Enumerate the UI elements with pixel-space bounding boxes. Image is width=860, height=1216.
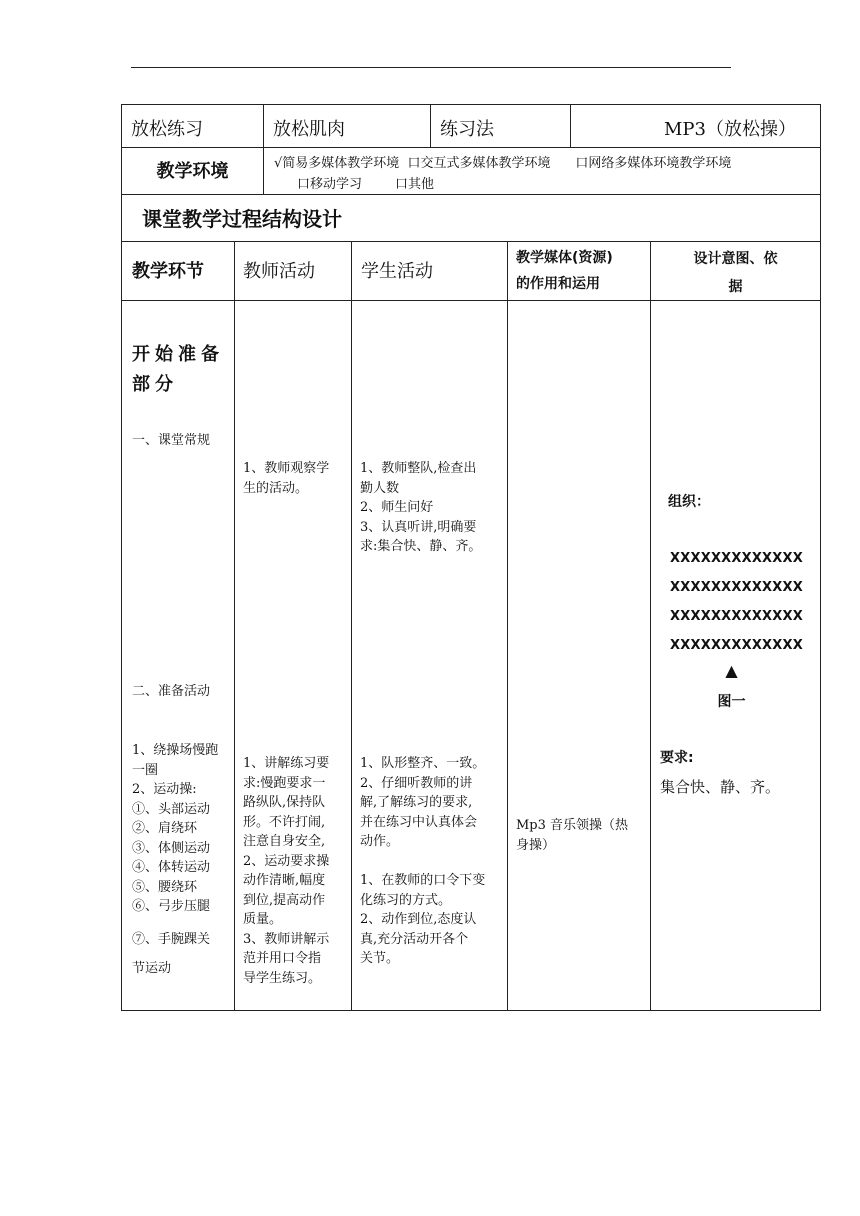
body-teacher-cell <box>234 300 352 1011</box>
requirements-text: 集合快、静、齐。 <box>660 778 781 796</box>
cell-media: MP3（放松操） <box>570 104 821 148</box>
cell-method: 练习法 <box>430 104 571 148</box>
section-title: 课堂教学过程结构设计 <box>121 194 821 242</box>
phase-title: 开始准备 部分 <box>132 344 224 395</box>
cell-exercise-name: 放松练习 <box>121 104 264 148</box>
warmup-list-last: ⑦、手腕踝关 节运动 <box>132 932 211 976</box>
routine-label: 一、课堂常规 <box>132 433 211 448</box>
col-header-student: 学生活动 <box>351 241 508 301</box>
env-options-line2: 口移动学习 口其他 <box>297 177 435 192</box>
student-activity-1: 1、教师整队,检查出 勤人数 2、师生问好 3、认真听讲,明确要 求:集合快、静、齐。 <box>360 461 482 554</box>
media-usage: Mp3 音乐领操（热 身操） <box>516 818 629 853</box>
figure-label: 图一 <box>717 694 746 710</box>
formation-diagram <box>651 544 822 660</box>
env-options-line1: √简易多媒体教学环境 口交互式多媒体教学环境 口网络多媒体环境教学环境 <box>274 156 732 171</box>
body-phase-cell <box>121 300 235 1011</box>
formation-row: XXXXXXXXXXXXX <box>670 638 803 653</box>
col-header-design: 设计意图、依 据 <box>650 241 821 301</box>
body-design-cell <box>650 300 821 1011</box>
formation-row: XXXXXXXXXXXXX <box>670 551 803 566</box>
col-header-phase: 教学环节 <box>121 241 235 301</box>
organization-label: 组织： <box>668 494 710 510</box>
teacher-activity-1: 1、教师观察学 生的活动。 <box>243 461 330 496</box>
requirements-label: 要求: <box>660 750 694 766</box>
student-activity-2: 1、队形整齐、一致。 2、仔细听教师的讲 解,了解练习的要求, 并在练习中认真体会 动作。 1、在教师的口令下变 化练习的方式。 2、动作到位,态度认 真,充分活动开各个 关节。 <box>360 756 486 966</box>
teacher-activity-2: 1、讲解练习要 求:慢跑要求一 路纵队,保持队 形。不许打闹, 注意自身安全, 2、运动要求操 动作清晰,幅度 到位,提高动作 质量。 3、教师讲解示 范并用口令指 导学生练习。 <box>243 756 330 986</box>
warmup-list: 1、绕操场慢跑 一圈 2、运动操: ①、头部运动 ②、肩绕环 ③、体侧运动 ④、体转运动 ⑤、腰绕环 ⑥、弓步压腿 <box>132 743 219 914</box>
body-student-cell <box>351 300 508 1011</box>
col-header-teacher: 教师活动 <box>234 241 352 301</box>
env-label: 教学环境 <box>121 147 264 195</box>
env-options <box>263 147 821 195</box>
triangle-marker: ▲ <box>725 661 738 680</box>
formation-row: XXXXXXXXXXXXX <box>670 580 803 595</box>
header-rule <box>131 67 731 68</box>
body-media-cell <box>507 300 651 1011</box>
warmup-label: 二、准备活动 <box>132 684 211 699</box>
formation-row: XXXXXXXXXXXXX <box>670 609 803 624</box>
col-header-media: 教学媒体(资源) 的作用和运用 <box>507 241 651 301</box>
cell-purpose: 放松肌肉 <box>263 104 431 148</box>
